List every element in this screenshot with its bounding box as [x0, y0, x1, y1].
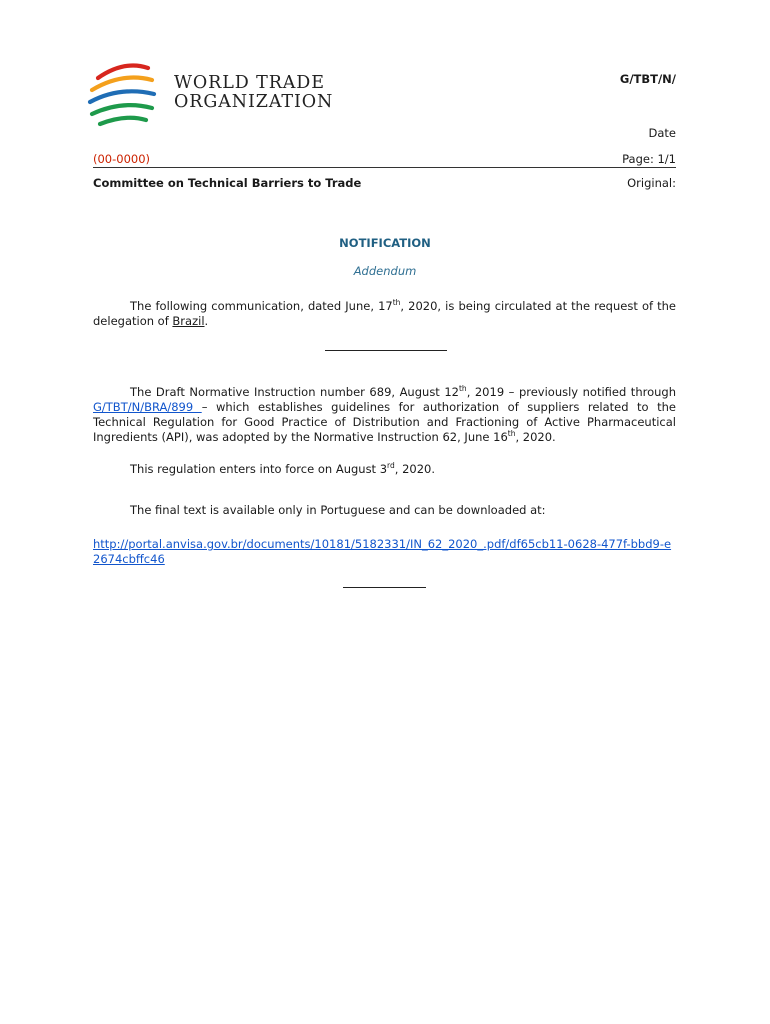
p3-sup: rd [387, 461, 395, 471]
paragraph-entry-into-force [93, 462, 676, 477]
header-divider [93, 167, 676, 168]
logo-arc-green [92, 105, 152, 114]
p2-sup-2: th [507, 429, 516, 439]
p1-text-end: . [204, 314, 209, 328]
p3-text-b: , 2020. [394, 462, 435, 476]
p2-sup-1: th [458, 384, 467, 394]
p1-text-a: The following communication, dated June, 17 [130, 299, 393, 313]
notification-heading: NOTIFICATION [339, 236, 431, 250]
p2-text-d: , 2020. [515, 430, 556, 444]
org-name-line2: ORGANIZATION [174, 92, 334, 112]
org-name-line1: WORLD TRADE [174, 73, 325, 93]
original-label: Original: [627, 176, 676, 190]
logo-arc-green-2 [100, 118, 146, 124]
paragraph-final-text [93, 503, 676, 518]
document-symbol: G/TBT/N/ [619, 72, 676, 86]
country-name: Brazil [172, 314, 205, 328]
notification-reference-link[interactable]: G/TBT/N/BRA/899 [93, 400, 202, 414]
paragraph-draft-instruction [93, 385, 676, 445]
section-separator [325, 350, 447, 351]
addendum-subheading: Addendum [353, 264, 417, 278]
p2-text-c: – which establishes guidelines for authorization of suppliers related to the Technical Regulation for Good Practice of Distribution and Fractioning of Active Pharmaceutical Ingredients (API), was adopted by the Normative Instruction 62, June 16 [93, 400, 676, 444]
committee-name: Committee on Technical Barriers to Trade [93, 176, 362, 190]
p3-text-a: This regulation enters into force on August 3 [130, 462, 388, 476]
logo-arc-blue [90, 91, 154, 102]
p2-text-b: , 2019 – previously notified through [466, 385, 676, 399]
p1-sup: th [392, 298, 401, 308]
p2-text-a: The Draft Normative Instruction number 689, August 12 [130, 385, 459, 399]
date-label: Date [648, 126, 676, 140]
p4-text: The final text is available only in Portuguese and can be downloaded at: [130, 503, 546, 517]
document-number: (00-0000) [93, 152, 151, 166]
p1-text-b: , 2020, is being circulated at the request of the delegation of [93, 299, 676, 328]
download-url-link[interactable]: http://portal.anvisa.gov.br/documents/10181/5182331/IN_62_2020_.pdf/df65cb11-0628-477f-bbd9-e2674cbffc46 [93, 537, 672, 566]
page-number: Page: 1/1 [622, 152, 676, 166]
end-separator [343, 587, 426, 588]
wto-logo-icon [84, 58, 164, 130]
download-url-block [93, 537, 676, 567]
paragraph-circulation [93, 299, 676, 329]
logo-arc-orange [92, 78, 152, 90]
